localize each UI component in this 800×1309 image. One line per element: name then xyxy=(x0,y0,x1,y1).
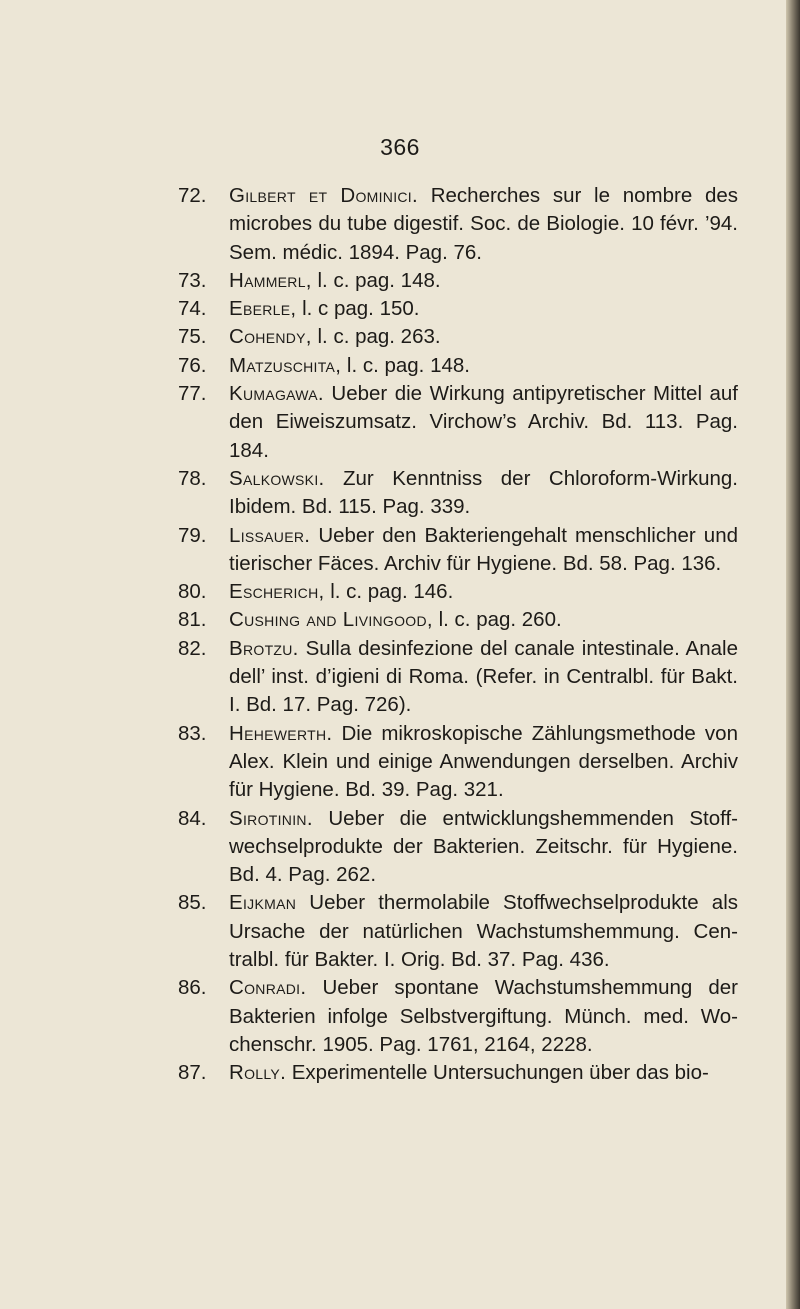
reference-entry xyxy=(178,522,738,579)
reference-entry xyxy=(178,465,738,522)
entry-author: Sirotinin. xyxy=(229,806,313,830)
entry-number: 81. xyxy=(178,608,207,632)
entry-text: l. c pag. 150. xyxy=(296,297,420,321)
entry-author: Matzuschita, xyxy=(229,353,342,377)
entry-number: 84. xyxy=(178,806,207,830)
entry-author: Gilbert et Dominici. xyxy=(229,184,418,207)
reference-entry xyxy=(178,805,738,890)
entry-author: Kumagawa. xyxy=(229,382,324,406)
reference-entry xyxy=(178,182,738,267)
entry-number: 86. xyxy=(178,976,207,1000)
reference-entry xyxy=(178,380,738,465)
reference-entry xyxy=(178,323,738,351)
entry-number: 76. xyxy=(178,353,207,377)
entry-text: Ueber den Bakteriengehalt menschlicher und tierischer Fäces. Archiv für Hygiene. Bd. 58. Pag. 136. xyxy=(229,523,738,575)
entry-author: Escherich, xyxy=(229,580,325,604)
reference-entry xyxy=(178,578,738,606)
page-number: 366 xyxy=(380,134,420,160)
entry-text: Ueber die Wirkung antipyretischer Mittel auf den Eiweiszumsatz. Virchow’s Archiv. Bd. 113. Pag. 184. xyxy=(229,382,738,462)
reference-entry xyxy=(178,720,738,805)
entry-author: Eberle, xyxy=(229,297,297,321)
reference-entry xyxy=(178,267,738,295)
entry-author: Salkowski. xyxy=(229,466,325,490)
reference-entry xyxy=(178,295,738,323)
entry-number: 74. xyxy=(178,297,207,321)
entry-text: Ueber die entwicklungshemmenden Stoff-wechselprodukte der Bakterien. Zeitschr. für Hygiene. Bd. 4. Pag. 262. xyxy=(229,806,738,887)
entry-number: 85. xyxy=(178,891,207,915)
entry-number: 83. xyxy=(178,721,207,745)
entry-number: 75. xyxy=(178,325,207,349)
entry-text: Sulla desinfezione del canale intestinale. Anale dell’ inst. d’igieni di Roma. (Refer. in Centralbl. für Bakt. I. Bd. 17. Pag. 726). xyxy=(229,636,738,717)
entry-number: 82. xyxy=(178,636,207,660)
entry-text: Die mikroskopische Zählungsmethode von Alex. Klein und einige Anwendungen derselben. Archiv für Hygiene. Bd. 39. Pag. 321. xyxy=(229,721,738,802)
entry-author: Cohendy, xyxy=(229,325,312,349)
entry-number: 80. xyxy=(178,580,207,604)
entry-text: l. c. pag. 260. xyxy=(432,608,562,632)
entry-number: 72. xyxy=(178,184,207,207)
page-edge-shadow xyxy=(786,0,800,1309)
reference-entry xyxy=(178,974,738,1059)
entry-author: Cushing and Livingood, xyxy=(229,608,433,632)
entry-number: 77. xyxy=(178,382,207,406)
entry-number: 73. xyxy=(178,268,207,292)
entry-author: Conradi. xyxy=(229,976,307,1000)
reference-entry xyxy=(178,889,738,974)
entry-text: l. c. pag. 146. xyxy=(324,580,454,604)
entry-author: Rolly. xyxy=(229,1061,287,1085)
entry-text: l. c. pag. 263. xyxy=(311,325,441,349)
reference-list xyxy=(178,182,738,1088)
entry-text: l. c. pag. 148. xyxy=(311,268,441,292)
entry-author: Hehewerth. xyxy=(229,721,333,745)
entry-author: Lissauer. xyxy=(229,523,311,547)
entry-text: Ueber thermolabile Stoffwechselprodukte als Ursache der natürlichen Wachstumshemmung. Cen-tralbl. für Bakter. I. Orig. Bd. 37. Pag. 436. xyxy=(229,891,738,972)
reference-entry xyxy=(178,635,738,720)
reference-entry xyxy=(178,606,738,634)
entry-author: Eijkman xyxy=(229,891,297,915)
reference-entry xyxy=(178,352,738,380)
entry-text: Recherches sur le nombre des microbes du tube digestif. Soc. de Biologie. 10 févr. ’94. Sem. médic. 1894. Pag. 76. xyxy=(229,184,739,264)
entry-number: 79. xyxy=(178,523,207,547)
entry-text: Experimentelle Untersuchungen über das bio- xyxy=(286,1061,709,1085)
entry-author: Hammerl, xyxy=(229,268,312,292)
entry-text: l. c. pag. 148. xyxy=(341,353,470,377)
entry-number: 87. xyxy=(178,1061,207,1085)
entry-text: Ueber spontane Wachstumshemmung der Bakterien infolge Selbstvergiftung. Münch. med. Wo-chenschr. 1905. Pag. 1761, 2164, 2228. xyxy=(229,976,738,1056)
entry-author: Brotzu. xyxy=(229,636,299,660)
reference-entry xyxy=(178,1059,738,1087)
entry-text: Zur Kenntniss der Chloroform-Wirkung. Ibidem. Bd. 115. Pag. 339. xyxy=(229,466,738,519)
entry-number: 78. xyxy=(178,466,207,490)
